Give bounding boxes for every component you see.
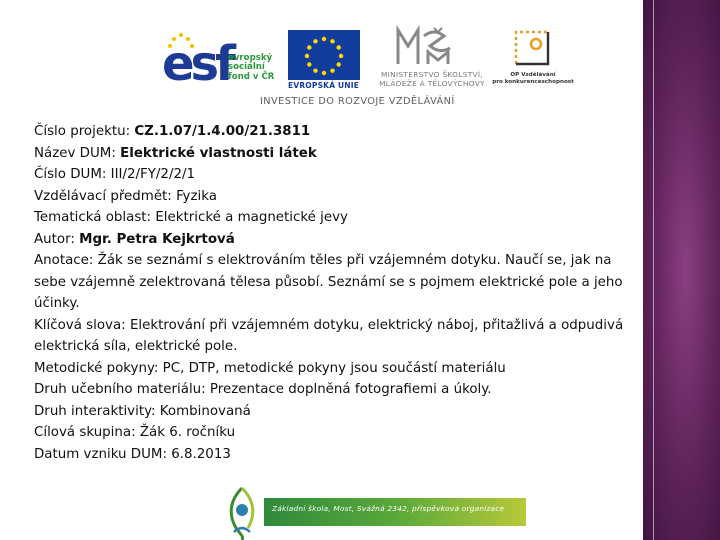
esf-logo [160, 30, 280, 96]
side-divider [653, 0, 654, 540]
project-value: CZ.1.07/1.4.00/21.3811 [134, 124, 311, 139]
eu-caption: EVROPSKÁ UNIE [288, 81, 360, 90]
op-caption [490, 72, 576, 86]
esf-line-1: evropský [228, 53, 273, 63]
dum-name [34, 143, 638, 165]
interactivity: Druh interaktivity: Kombinovaná [34, 403, 251, 419]
esf-wordmark: esf [162, 36, 233, 92]
investment-slogan: INVESTICE DO ROZVOJE VZDĚLÁVÁNÍ [260, 96, 455, 107]
material-type: Druh učebního materiálu: Prezentace doplněná fotografiemi a úkoly. [34, 382, 492, 397]
school-name: Základní škola, Most, Svážná 2342, příspěvková organizace [272, 504, 505, 513]
author-label: Autor: [34, 231, 80, 247]
dum-number: Číslo DUM: III/2/FY/2/2/1 [34, 167, 196, 182]
annotation: Anotace: Žák se seznámí s elektrováním těles při vzájemném dotyku. Naučí se, jak na sebe vzájemně zelektrovaná tělesa působí. Seznámí se s pojmem elektrické pole a jeho účinky. [34, 253, 623, 311]
keywords: Klíčová slova: Elektrování při vzájemném dotyku, elektrický náboj, přitažlivá a odpudivá elektrická síla, elektrické pole. [34, 317, 624, 354]
project-number [34, 121, 638, 143]
msmt-logo [366, 24, 494, 90]
author [34, 229, 638, 251]
dum-name-label: Název DUM: [34, 145, 121, 161]
esf-caption [228, 54, 288, 82]
author-value: Mgr. Petra Kejkrtová [79, 231, 235, 247]
subject: Vzdělávací předmět: Fyzika [34, 188, 217, 204]
created-date: Datum vzniku DUM: 6.8.2013 [34, 446, 231, 462]
eu-logo [288, 30, 360, 90]
op-caption-1: OP Vzdělávání [510, 72, 556, 78]
eu-flag-icon [288, 30, 360, 80]
op-mark-icon [510, 26, 554, 70]
school-footer [220, 484, 530, 540]
esf-line-3: fond v ČR [228, 71, 275, 82]
op-caption-2: pro konkurenceschopnost [492, 79, 574, 85]
dum-info [34, 121, 638, 465]
school-logo-icon [220, 484, 264, 540]
target-group: Cílová skupina: Žák 6. ročníku [34, 425, 236, 440]
logo-band [160, 24, 580, 114]
method: Metodické pokyny: PC, DTP, metodické pokyny jsou součástí materiálu [34, 360, 506, 376]
project-label: Číslo projektu: [34, 124, 135, 139]
msmt-mark-icon [394, 24, 458, 68]
side-panel [643, 0, 720, 540]
msmt-caption-2: MLÁDEŽE A TĚLOVÝCHOVY [379, 79, 485, 88]
op-logo [490, 26, 574, 92]
msmt-caption [366, 70, 498, 88]
topic: Tematická oblast: Elektrické a magnetické jevy [34, 210, 348, 225]
esf-line-2: sociální [228, 62, 265, 73]
dum-name-value: Elektrické vlastnosti látek [120, 145, 317, 161]
msmt-caption-1: MINISTERSTVO ŠKOLSTVÍ, [380, 70, 484, 79]
